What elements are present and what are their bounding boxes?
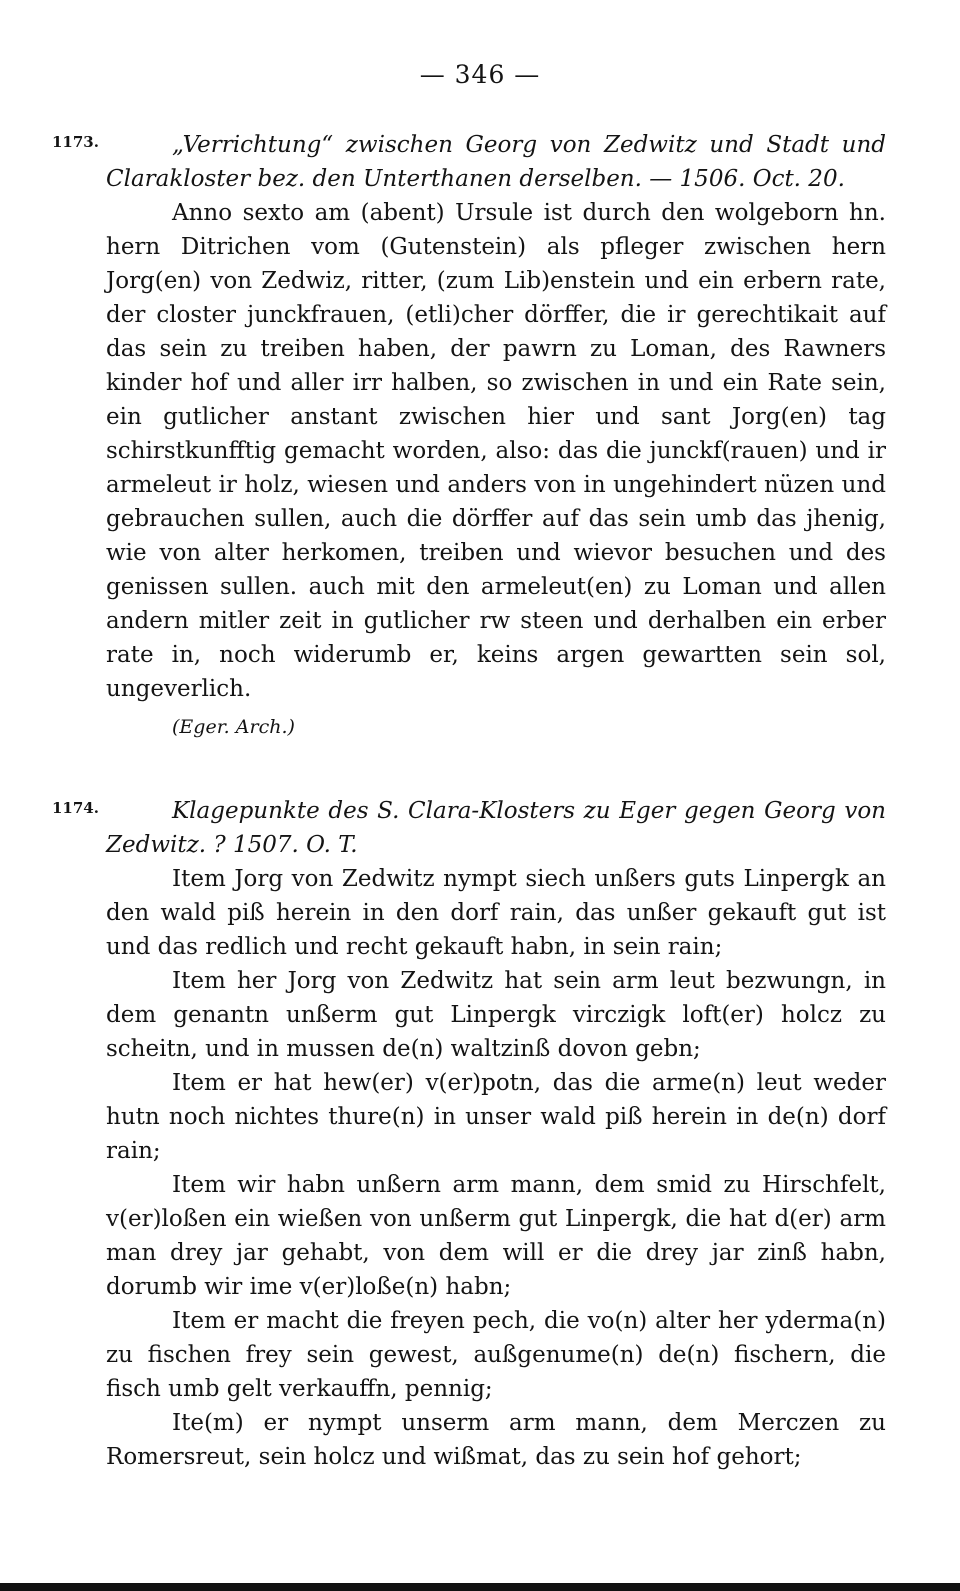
document-entry — [52, 794, 886, 1474]
entry-title: Klagepunkte des S. Clara-Klosters zu Eger gegen Georg von Zedwitz. ? 1507. O. T. — [106, 798, 886, 858]
source-citation: (Eger. Arch.) — [172, 716, 295, 738]
entry-paragraph: Anno sexto am (abent) Ursule ist durch den wolgeborn hn. hern Ditrichen vom (Gutenstein) als pfleger zwischen hern Jorg(en) von Zedwiz, ritter, (zum Lib)enstein und ein erbern rate, der closter junckfrauen, (etli)cher dörffer, die ir gerechtikait auf das sein zu treiben haben, der pawrn zu Loman, des Rawners kinder hof und aller irr halben, so zwischen in und ein Rate sein, ein gutlicher anstant zwischen hier und sant Jorg(en) tag schirstkunfftig gemacht worden, also: das die junckf(rauen) und ir armeleut ir holz, wiesen und anders von in ungehindert nüzen und gebrauchen sullen, auch die dörffer auf das sein umb das jhenig, wie von alter herkomen, treiben und wievor besuchen und des genissen sullen. auch mit den armeleut(en) zu Loman und allen andern mitler zeit in gutlicher rw steen und derhalben ein erber rate in, noch widerumb er, keins argen gewartten sein sol, ungeverlich. — [106, 200, 886, 702]
page-bottom-edge — [0, 1583, 960, 1591]
document-entry — [52, 128, 886, 744]
entry-paragraph: Item wir habn unßern arm mann, dem smid zu Hirschfelt, v(er)loßen ein wießen von unßerm gut Linpergk, die hat d(er) arm man drey jar gehabt, von dem will er die drey jar zinß habn, dorumb wir ime v(er)loße(n) habn; — [106, 1172, 886, 1300]
entry-paragraph: Item er hat hew(er) v(er)potn, das die arme(n) leut weder hutn noch nichtes thure(n) in unser wald piß herein in de(n) dorf rain; — [106, 1070, 886, 1164]
entry-number: 1174. — [52, 799, 99, 817]
entry-paragraph: Ite(m) er nympt unserm arm mann, dem Merczen zu Romersreut, sein holcz und wißmat, das zu sein hof gehort; — [106, 1410, 886, 1470]
page-number: — 346 — — [419, 60, 541, 89]
entry-paragraph: Item her Jorg von Zedwitz hat sein arm leut bezwungn, in dem genantn unßerm gut Linpergk virczigk loft(er) holcz zu scheitn, und in mussen de(n) waltzinß dovon gebn; — [106, 968, 886, 1062]
entry-paragraph: Item Jorg von Zedwitz nympt siech unßers guts Linpergk an den wald piß herein in den dorf rain, das unßer gekauft gut ist und das redlich und recht gekauft habn, in sein rain; — [106, 866, 886, 960]
entry-title: „Verrichtung“ zwischen Georg von Zedwitz und Stadt und Claraklοster bez. den Unterthanen derselben. — 1506. Oct. 20. — [106, 132, 886, 192]
entry-number: 1173. — [52, 133, 99, 151]
entry-paragraph: Item er macht die freyen pech, die vo(n) alter her yderma(n) zu fischen frey sein gewest, außgenume(n) de(n) fischern, die fisch umb gelt verkauffn, pennig; — [106, 1308, 886, 1402]
